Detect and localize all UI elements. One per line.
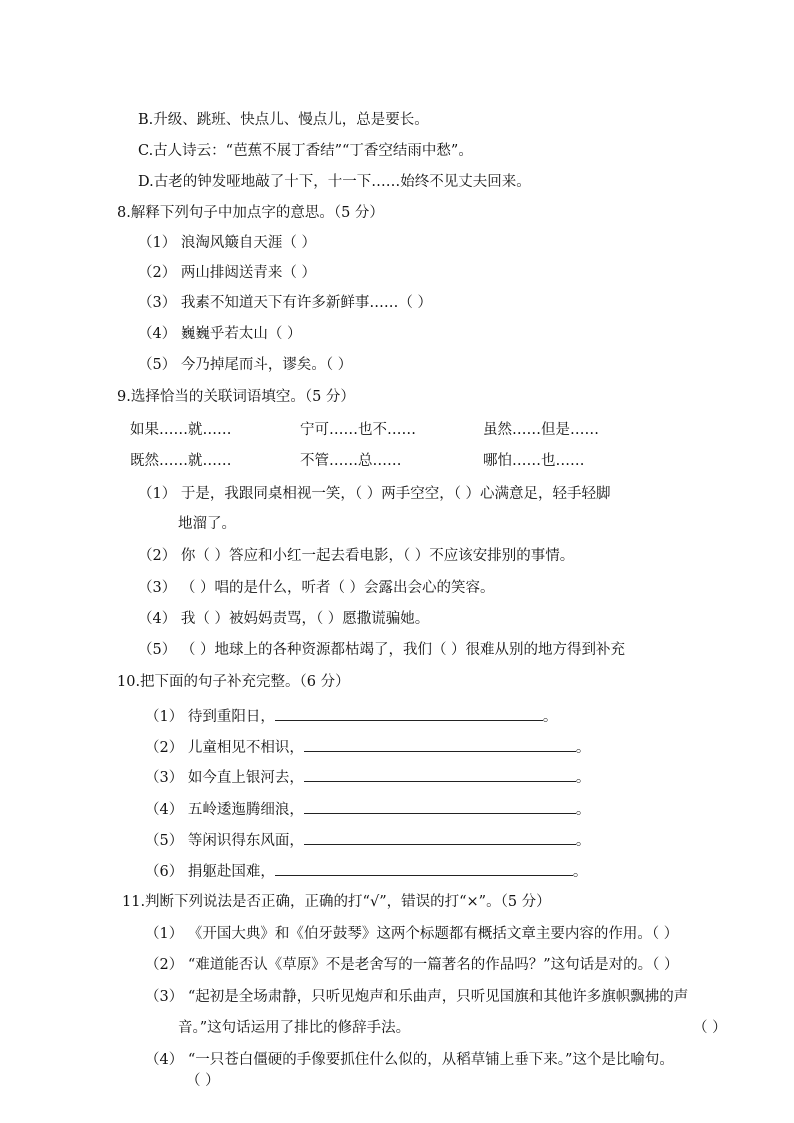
q8-item-4: （4） 巍巍乎若太山（ ） [138, 326, 302, 342]
q10-item-suffix: 。 [575, 770, 591, 786]
q10-item-suffix: 。 [575, 833, 591, 849]
answer-blank[interactable] [275, 705, 543, 721]
answer-blank[interactable] [304, 798, 576, 814]
q9-choice: 如果……就…… [130, 422, 232, 438]
q10-item-prefix: （6） 捐躯赴国难， [145, 864, 275, 880]
q8-item-2: （2） 两山排闼送青来（ ） [138, 265, 316, 281]
q11-item-3: （3） “起初是全场肃静，只听见炮声和乐曲声，只听见国旗和其他许多旗帜飘拂的声 [145, 989, 689, 1005]
q11-item-4-bracket: （ ） [186, 1073, 220, 1089]
q10-item-prefix: （4） 五岭逶迤腾细浪， [145, 802, 304, 818]
q11-item-3-bracket: （ ） [693, 1020, 727, 1036]
q11-item-2: （2） “难道能否认《草原》不是老舍写的一篇著名的作品吗？”这句话是对的。（ ） [145, 957, 679, 973]
q8-item-3: （3） 我素不知道天下有许多新鲜事……（ ） [138, 295, 432, 311]
q9-choice: 哪怕……也…… [483, 453, 585, 469]
q11-item-1: （1） 《开国大典》和《伯牙鼓琴》这两个标题都有概括文章主要内容的作用。（ ） [145, 926, 679, 942]
q11-title: 11.判断下列说法是否正确，正确的打“√”，错误的打“×”。（5 分） [122, 894, 551, 910]
q8-title: 8.解释下列句子中加点字的意思。（5 分） [117, 205, 384, 221]
q9-item-3: （3） （ ）唱的是什么，听者（ ）会露出会心的笑容。 [138, 580, 495, 596]
answer-blank[interactable] [275, 860, 573, 876]
q9-title: 9.选择恰当的关联词语填空。（5 分） [117, 389, 355, 405]
q9-item-2: （2） 你（ ）答应和小红一起去看电影，（ ）不应该安排别的事情。 [138, 548, 575, 564]
q7-option-c: C.古人诗云：“芭蕉不展丁香结”“丁香空结雨中愁”。 [138, 143, 473, 159]
q10-title: 10.把下面的句子补充完整。（6 分） [117, 674, 350, 690]
q11-item-4: （4） “一只苍白僵硬的手像要抓住什么似的，从稻草铺上垂下来。”这个是比喻句。 [145, 1052, 674, 1068]
q10-item-suffix: 。 [572, 864, 588, 880]
q8-item-1: （1） 浪淘风簸自天涯（ ） [138, 235, 316, 251]
q10-item-suffix: 。 [542, 709, 558, 725]
q10-item-prefix: （5） 等闲识得东风面， [145, 833, 304, 849]
q10-item-suffix: 。 [575, 802, 591, 818]
q9-choice: 不管……总…… [300, 453, 402, 469]
q7-option-d: D.古老的钟发哑地敲了十下，十一下……始终不见丈夫回来。 [138, 174, 531, 190]
q10-item-6 [145, 860, 587, 882]
q8-item-5: （5） 今乃掉尾而斗，谬矣。（ ） [138, 357, 353, 373]
q9-choice: 宁可……也不…… [300, 422, 416, 438]
q10-item-suffix: 。 [575, 740, 591, 756]
q9-item-1-cont: 地溜了。 [178, 516, 236, 532]
q9-item-1: （1） 于是，我跟同桌相视一笑，（ ）两手空空，（ ）心满意足，轻手轻脚 [138, 486, 611, 502]
answer-blank[interactable] [304, 736, 576, 752]
q10-item-3 [145, 766, 590, 788]
q10-item-prefix: （3） 如今直上银河去， [145, 770, 304, 786]
answer-blank[interactable] [304, 766, 576, 782]
q10-item-2 [145, 736, 590, 758]
q11-item-3-cont: 音。”这句话运用了排比的修辞手法。 [178, 1020, 411, 1036]
q9-item-5: （5） （ ）地球上的各种资源都枯竭了，我们（ ）很难从别的地方得到补充 [138, 642, 626, 658]
answer-blank[interactable] [304, 829, 576, 845]
q9-choice: 虽然……但是…… [483, 422, 599, 438]
q10-item-5 [145, 829, 590, 851]
q9-choice: 既然……就…… [130, 453, 232, 469]
q9-item-4: （4） 我（ ）被妈妈责骂，（ ）愿撒谎骗她。 [138, 611, 430, 627]
q10-item-4 [145, 798, 590, 820]
q10-item-1 [145, 705, 557, 727]
q10-item-prefix: （1） 待到重阳日， [145, 709, 275, 725]
q7-option-b: B.升级、跳班、快点儿、慢点儿，总是要长。 [138, 112, 429, 128]
q10-item-prefix: （2） 儿童相见不相识， [145, 740, 304, 756]
